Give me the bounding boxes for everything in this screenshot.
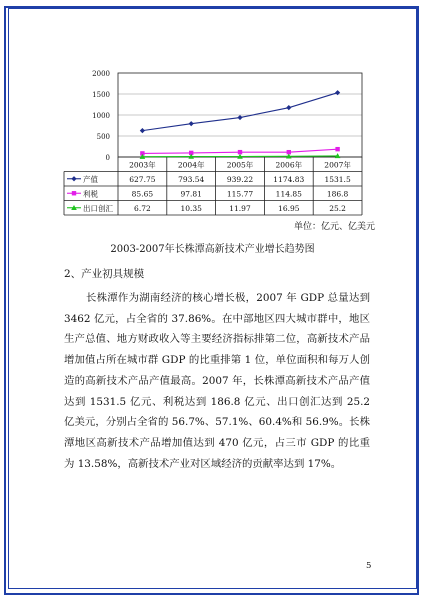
growth-chart xyxy=(0,0,425,230)
table-value: 11.97 xyxy=(229,203,251,213)
table-value: 1174.83 xyxy=(273,174,305,184)
table-value: 10.35 xyxy=(180,203,202,213)
legend-label: 出口创汇 xyxy=(83,203,113,213)
table-value: 97.81 xyxy=(180,189,202,199)
table-value: 16.95 xyxy=(278,203,300,213)
table-value: 1531.5 xyxy=(324,174,351,184)
legend-label: 利税 xyxy=(83,189,98,199)
table-value: 186.8 xyxy=(326,189,349,199)
legend-marker xyxy=(71,176,76,181)
x-category-label: 2005年 xyxy=(226,160,254,170)
y-tick-label: 1500 xyxy=(92,91,110,99)
units-label: 单位：亿元、亿美元 xyxy=(293,222,375,232)
table-value: 115.77 xyxy=(226,189,254,199)
y-tick-label: 500 xyxy=(96,133,110,141)
table-value: 939.22 xyxy=(226,174,254,184)
legend-label: 产值 xyxy=(83,174,98,184)
data-point xyxy=(335,147,339,151)
table-value: 793.54 xyxy=(178,174,205,184)
section-heading: 2、产业初具规模 xyxy=(64,268,145,280)
x-category-label: 2004年 xyxy=(177,160,205,170)
y-tick-label: 1000 xyxy=(92,112,110,120)
table-value: 114.85 xyxy=(275,189,302,199)
table-value: 6.72 xyxy=(134,203,151,213)
table-value: 85.65 xyxy=(131,189,154,199)
y-tick-label: 0 xyxy=(105,154,110,162)
data-point xyxy=(237,115,242,120)
x-category-label: 2003年 xyxy=(129,160,156,170)
series-line-1 xyxy=(142,93,337,131)
data-point xyxy=(286,105,291,110)
page-number: 5 xyxy=(366,561,372,571)
body-paragraph: 长株潭作为湖南经济的核心增长极，2007 年 GDP 总量达到 3462 亿元，占全省的 37.86%。在中部地区四大城市群中，地区生产总值、地方财政收入等主要经济指标排第二位，高新技术产品增加值占所在城市群 GDP 的比重排第 1 位，单位面积和每万人创造的高新技术产品产值最高。2007 年，长株潭高新技术产品产值达到 1531.5 亿元、利税达到 186.8 亿元、出口创汇达到 25.2 亿美元，分别占全省的 56.7%、57.1%、60.4%和 56.9%。长株潭地区高新技术产品增加值达到 470 亿元，占三市 GDP 的比重为 13.58%，高新技术产业对区域经济的贡献率达到 17%。 xyxy=(64,292,370,470)
chart-caption: 2003-2007年长株潭高新技术产业增长趋势图 xyxy=(110,244,315,255)
data-point xyxy=(140,128,145,133)
table-value: 25.2 xyxy=(329,203,346,213)
data-point xyxy=(335,90,340,95)
data-point xyxy=(189,121,194,126)
data-point xyxy=(238,150,242,154)
x-category-label: 2007年 xyxy=(324,160,351,170)
legend-marker xyxy=(72,191,76,195)
x-category-label: 2006年 xyxy=(275,160,303,170)
table-value: 627.75 xyxy=(129,174,156,184)
y-tick-label: 2000 xyxy=(92,70,110,78)
